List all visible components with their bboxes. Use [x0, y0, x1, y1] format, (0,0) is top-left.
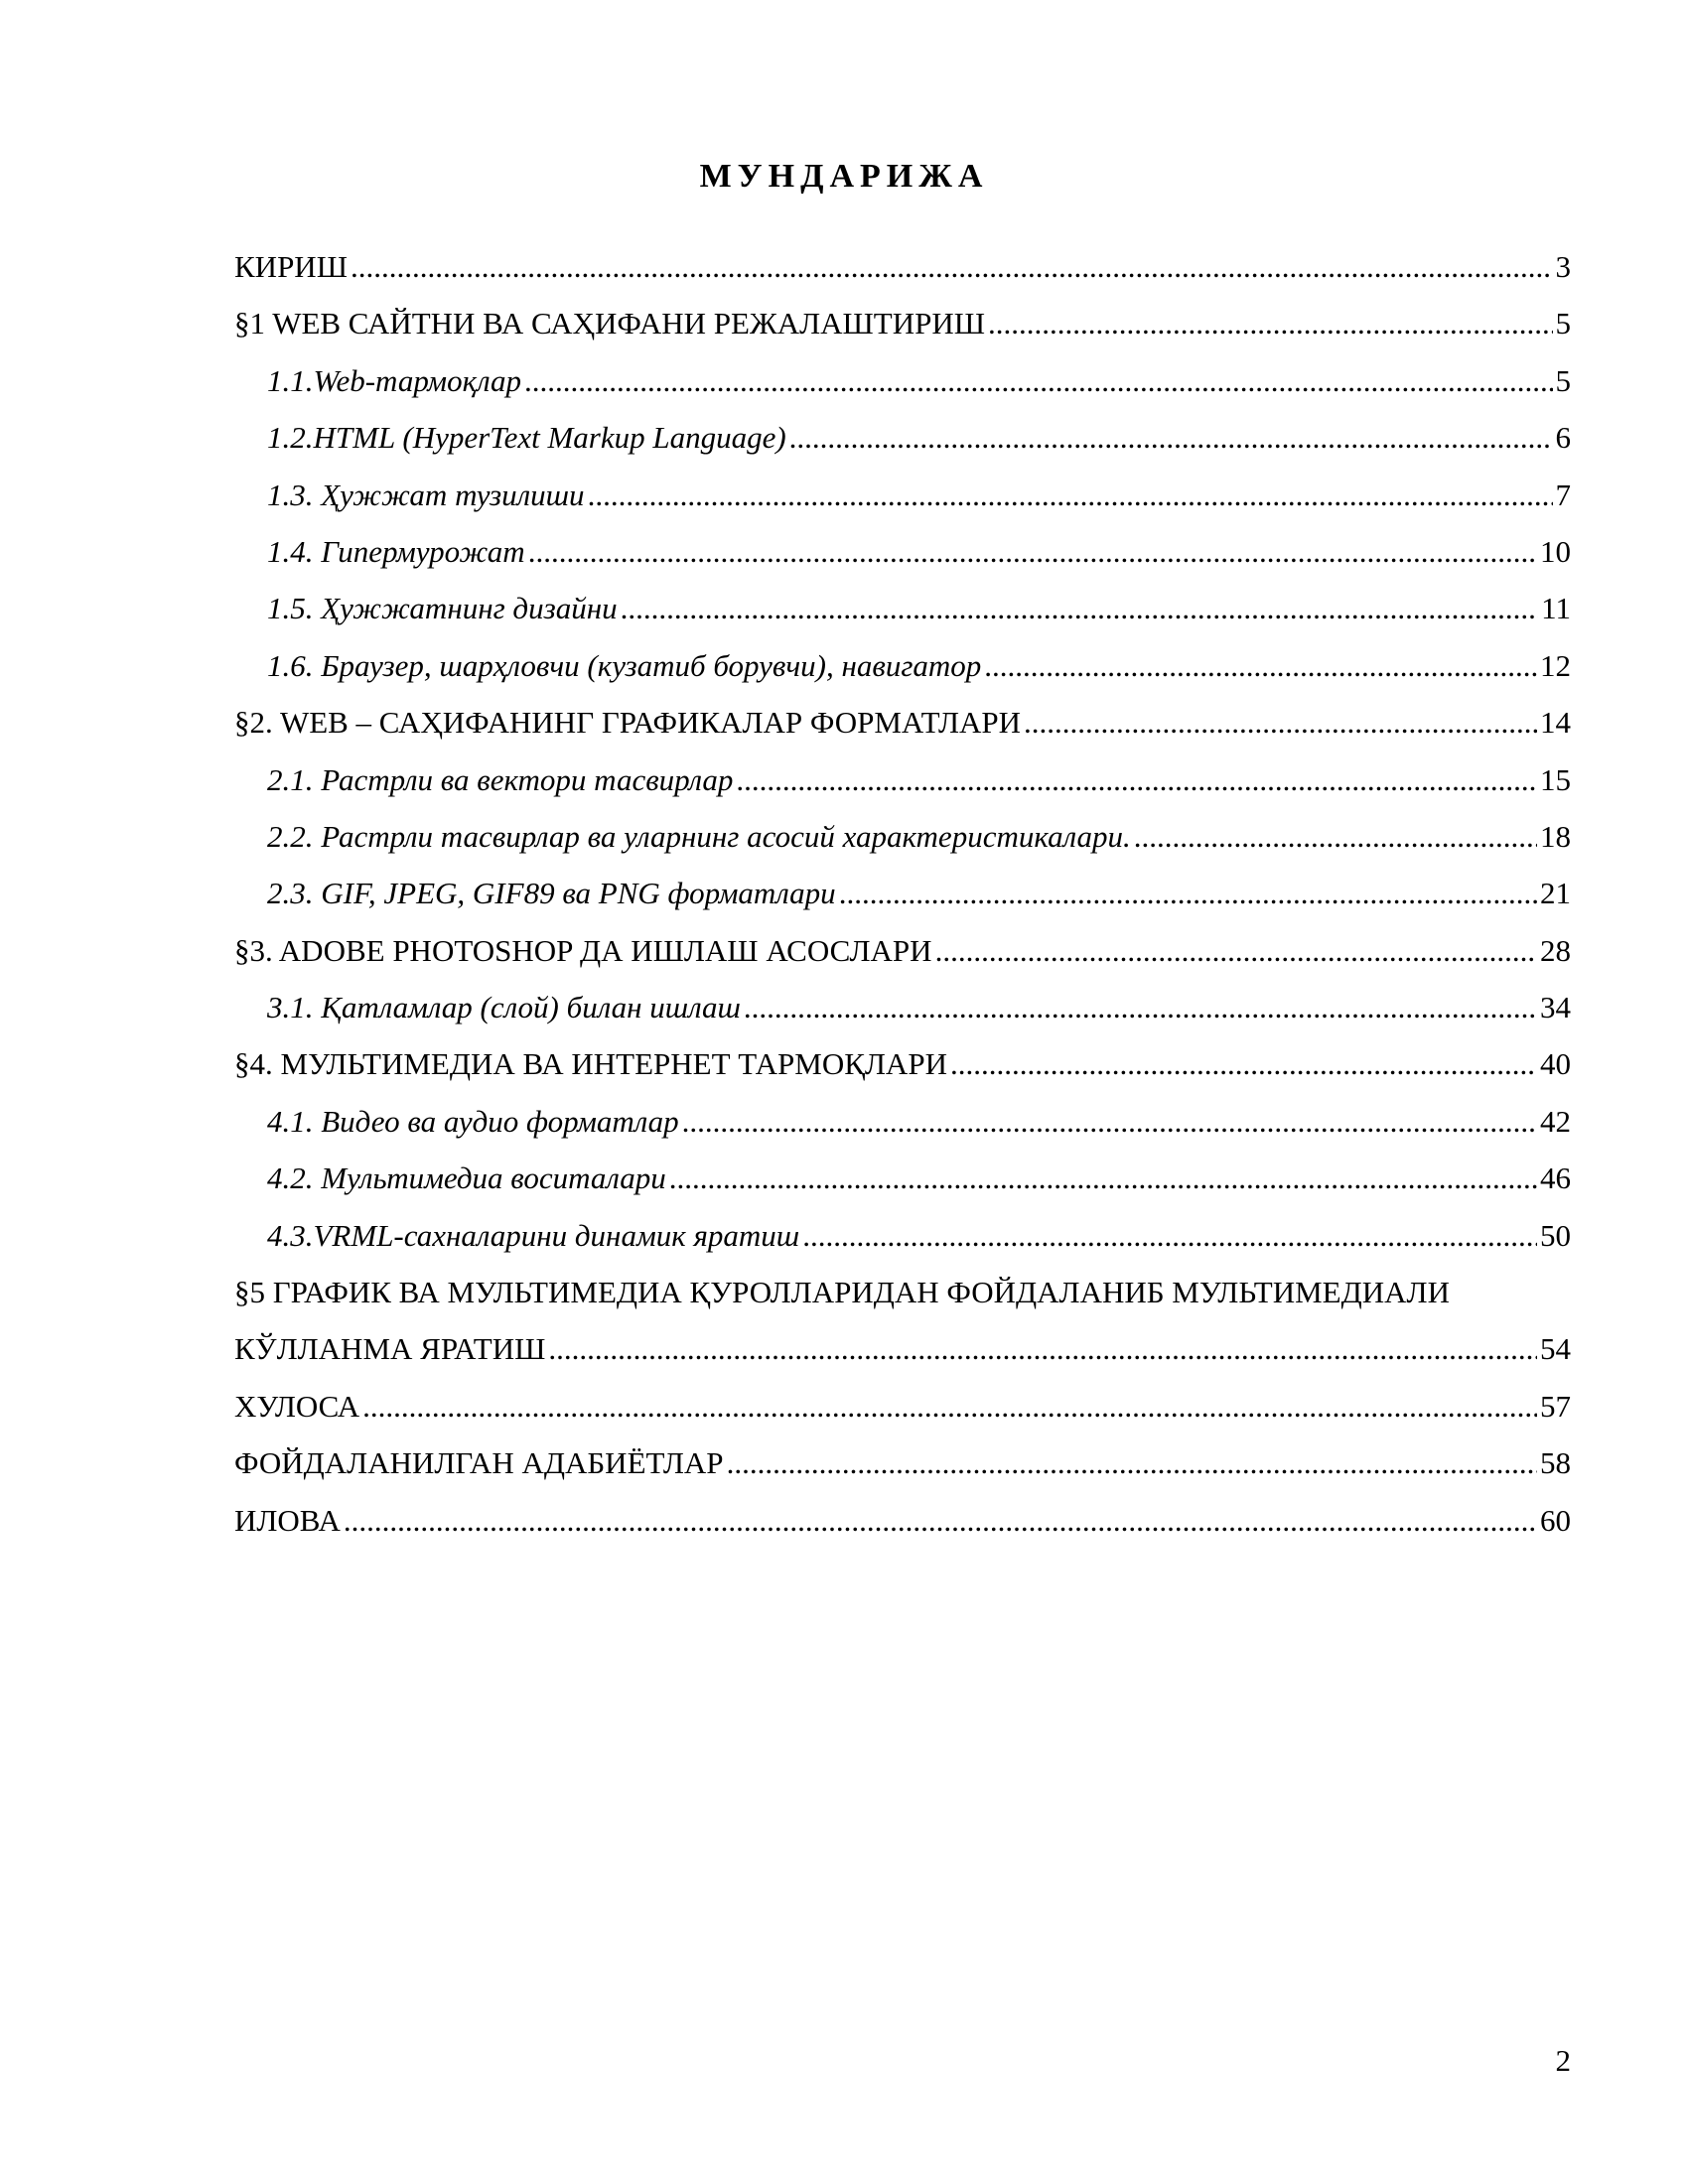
toc-subentry[interactable]	[234, 409, 1571, 466]
dot-leader	[669, 1150, 1537, 1206]
toc-title: МУНДАРИЖА	[699, 158, 989, 195]
dot-leader	[988, 295, 1552, 351]
dot-leader	[548, 1320, 1537, 1377]
toc-entry-page: 7	[1555, 477, 1571, 512]
dot-leader	[839, 865, 1537, 921]
dot-leader	[727, 1434, 1537, 1491]
toc-subentry[interactable]	[234, 523, 1571, 580]
toc-entry-page: 40	[1540, 1046, 1571, 1082]
toc-entry-page: 50	[1540, 1217, 1571, 1253]
toc-entry-page: 5	[1555, 306, 1571, 341]
toc-subentry[interactable]	[234, 580, 1571, 636]
toc-subentry[interactable]	[234, 865, 1571, 921]
toc-entry-label: 3.1. Қатламлар (слой) билан ишлаш	[267, 990, 741, 1025]
toc-entry[interactable]	[234, 295, 1571, 351]
dot-leader	[736, 751, 1537, 808]
toc-entry-label: 1.1.Web-тармоқлар	[267, 362, 521, 398]
toc-entry-page: 18	[1540, 818, 1571, 854]
dot-leader	[950, 1035, 1537, 1092]
toc-entry-page: 21	[1540, 876, 1571, 911]
toc-entry-page: 54	[1540, 1331, 1571, 1367]
toc-entry-label: §2. WEB – САҲИФАНИНГ ГРАФИКАЛАР ФОРМАТЛАРИ	[234, 705, 1021, 741]
toc-entry-label: 1.2.HTML (HyperText Markup Language)	[267, 420, 786, 456]
toc-entry-page: 14	[1540, 705, 1571, 741]
toc-entry-label: КИРИШ	[234, 249, 348, 284]
toc-entry-page: 6	[1555, 420, 1571, 456]
toc-entry[interactable]	[234, 1434, 1571, 1491]
toc-entry-label: 2.1. Растрли ва вектори тасвирлар	[267, 761, 734, 797]
toc-entry-label: ФОЙДАЛАНИЛГАН АДАБИЁТЛАР	[234, 1445, 724, 1481]
dot-leader	[789, 409, 1553, 466]
dot-leader	[1134, 808, 1537, 865]
toc-entry-page: 5	[1555, 362, 1571, 398]
toc-entry-label: ИЛОВА	[234, 1502, 341, 1538]
toc-entry-page: 28	[1540, 932, 1571, 968]
dot-leader	[744, 979, 1537, 1035]
dot-leader	[1024, 694, 1537, 751]
toc-entry-label: 1.3. Ҳужжат тузилиши	[267, 477, 585, 512]
dot-leader	[802, 1207, 1537, 1264]
toc-entry-label: §5 ГРАФИК ВА МУЛЬТИМЕДИА ҚУРОЛЛАРИДАН ФОЙДАЛАНИБ МУЛЬТИМЕДИАЛИ	[234, 1275, 1450, 1310]
dot-leader	[682, 1093, 1537, 1150]
toc-subentry[interactable]	[234, 637, 1571, 694]
toc-entry-label: 1.5. Ҳужжатнинг дизайни	[267, 591, 618, 626]
toc-subentry[interactable]	[234, 352, 1571, 409]
dot-leader	[984, 637, 1537, 694]
toc-entry-label: ХУЛОСА	[234, 1388, 360, 1424]
toc-subentry[interactable]	[234, 467, 1571, 523]
dot-leader	[362, 1378, 1537, 1434]
toc-entry-label: 4.3.VRML-сахналарини динамик яратиш	[267, 1217, 800, 1253]
toc-subentry[interactable]	[234, 1150, 1571, 1206]
toc-entry-label: §1 WEB САЙТНИ ВА САҲИФАНИ РЕЖАЛАШТИРИШ	[234, 306, 986, 341]
toc-entry-page: 60	[1540, 1502, 1571, 1538]
toc-entry[interactable]	[234, 1035, 1571, 1092]
toc-subentry[interactable]	[234, 808, 1571, 865]
toc-entry-page: 46	[1540, 1160, 1571, 1196]
toc-entry[interactable]	[234, 238, 1571, 295]
toc-entry-page: 58	[1540, 1445, 1571, 1481]
toc-entry-page: 34	[1540, 990, 1571, 1025]
toc-entry-page: 57	[1540, 1388, 1571, 1424]
toc-entry-page: 12	[1540, 647, 1571, 683]
toc-entry[interactable]	[234, 1320, 1571, 1377]
toc-entry-label: 2.2. Растрли тасвирлар ва уларнинг асосий характеристикалари.	[267, 818, 1131, 854]
dot-leader	[528, 523, 1537, 580]
dot-leader	[621, 580, 1539, 636]
toc-entry-page: 10	[1540, 533, 1571, 569]
toc-entry-page: 15	[1540, 761, 1571, 797]
toc-entry-label: 1.6. Браузер, шарҳловчи (кузатиб борувчи), навигатор	[267, 647, 982, 683]
toc-entry-page: 42	[1540, 1103, 1571, 1139]
dot-leader	[935, 922, 1537, 979]
toc-entry-label: КЎЛЛАНМА ЯРАТИШ	[234, 1331, 546, 1367]
toc-entry-label: 1.4. Гипермурожат	[267, 533, 525, 569]
toc-entry-page: 3	[1555, 249, 1571, 284]
toc-entry-label: 4.1. Видео ва аудио форматлар	[267, 1103, 679, 1139]
toc-entry[interactable]	[234, 1378, 1571, 1434]
page-number: 2	[1555, 2043, 1571, 2078]
toc-subentry[interactable]	[234, 1207, 1571, 1264]
toc-entry-label: 2.3. GIF, JPEG, GIF89 ва PNG форматлари	[267, 876, 836, 911]
toc-entry[interactable]	[234, 694, 1571, 751]
toc-subentry[interactable]	[234, 1093, 1571, 1150]
toc-entry-label: §3. ADOBE PHOTOSHOP ДА ИШЛАШ АСОСЛАРИ	[234, 932, 932, 968]
toc-entry-label: 4.2. Мультимедиа воситалари	[267, 1160, 666, 1196]
toc-entry-line1[interactable]	[234, 1264, 1571, 1320]
toc-entry[interactable]	[234, 922, 1571, 979]
toc-subentry[interactable]	[234, 979, 1571, 1035]
toc-entry-page: 11	[1541, 591, 1571, 626]
table-of-contents	[234, 238, 1571, 1549]
toc-subentry[interactable]	[234, 751, 1571, 808]
dot-leader	[344, 1492, 1537, 1549]
dot-leader	[351, 238, 1553, 295]
dot-leader	[588, 467, 1553, 523]
toc-entry[interactable]	[234, 1492, 1571, 1549]
dot-leader	[524, 352, 1553, 409]
toc-entry-label: §4. МУЛЬТИМЕДИА ВА ИНТЕРНЕТ ТАРМОҚЛАРИ	[234, 1046, 947, 1082]
